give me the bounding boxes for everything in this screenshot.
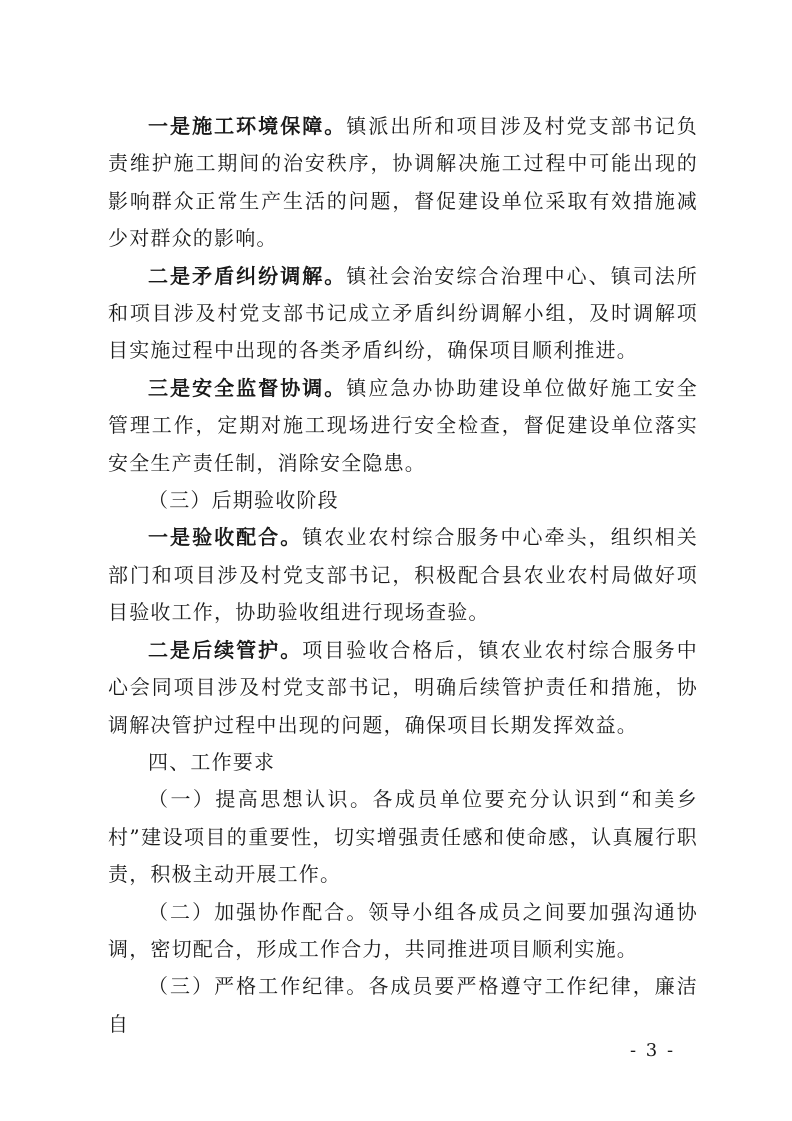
- paragraph-text: 项目验收合格后，镇农业农村综合服务中心会同项目涉及村党支部书记，明确后续管护责任和措施，协调解决管护过程中出现的问题，确保项目长期发挥效益。: [108, 637, 698, 737]
- paragraph-lead: 二是矛盾纠纷调解。: [148, 263, 347, 288]
- paragraph-text: （三）后期验收阶段: [148, 488, 339, 513]
- paragraph-dispute-mediation: [108, 258, 698, 370]
- paragraph-follow-up-maintenance: [108, 632, 698, 744]
- paragraph-text: （三）严格工作纪律。各成员要严格遵守工作纪律，廉洁自: [108, 974, 698, 1036]
- paragraph-text: （一）提高思想认识。各成员单位要充分认识到“和美乡村”建设项目的重要性，切实增强责任感和使命感，认真履行职责，积极主动开展工作。: [108, 787, 698, 887]
- paragraph-text: 镇社会治安综合治理中心、镇司法所和项目涉及村党支部书记成立矛盾纠纷调解小组，及时调解项目实施过程中出现的各类矛盾纠纷，确保项目顺利推进。: [108, 263, 698, 363]
- paragraph-text: 四、工作要求: [148, 749, 276, 774]
- paragraph-lead: 三是安全监督协调。: [148, 375, 347, 400]
- paragraph-text: 镇应急办协助建设单位做好施工安全管理工作，定期对施工现场进行安全检查，督促建设单位落实安全生产责任制，消除安全隐患。: [108, 375, 698, 475]
- paragraph-raise-awareness: [108, 781, 698, 893]
- paragraph-lead: 一是施工环境保障。: [148, 114, 347, 138]
- paragraph-work-discipline: [108, 968, 698, 1043]
- paragraph-lead: 二是后续管护。: [148, 637, 303, 662]
- page-number: - 3 -: [630, 1040, 676, 1061]
- paragraph-text: （二）加强协作配合。领导小组各成员之间要加强沟通协调，密切配合，形成工作合力，共同推进项目顺利实施。: [108, 899, 698, 961]
- paragraph-lead: 一是验收配合。: [148, 525, 303, 550]
- paragraph-strengthen-cooperation: [108, 894, 698, 969]
- section-heading-acceptance-stage: [108, 482, 698, 519]
- paragraph-text: 镇派出所和项目涉及村党支部书记负责维护施工期间的治安秩序，协调解决施工过程中可能出现的影响群众正常生产生活的问题，督促建设单位采取有效措施减少对群众的影响。: [108, 114, 698, 251]
- document-page: [108, 108, 698, 1043]
- section-heading-work-requirements: [108, 744, 698, 781]
- paragraph-acceptance-cooperation: [108, 519, 698, 631]
- paragraph-text: 镇农业农村综合服务中心牵头，组织相关部门和项目涉及村党支部书记，积极配合县农业农村局做好项目验收工作，协助验收组进行现场查验。: [108, 525, 698, 625]
- paragraph-safety-supervision: [108, 370, 698, 482]
- paragraph-construction-environment: [108, 108, 698, 258]
